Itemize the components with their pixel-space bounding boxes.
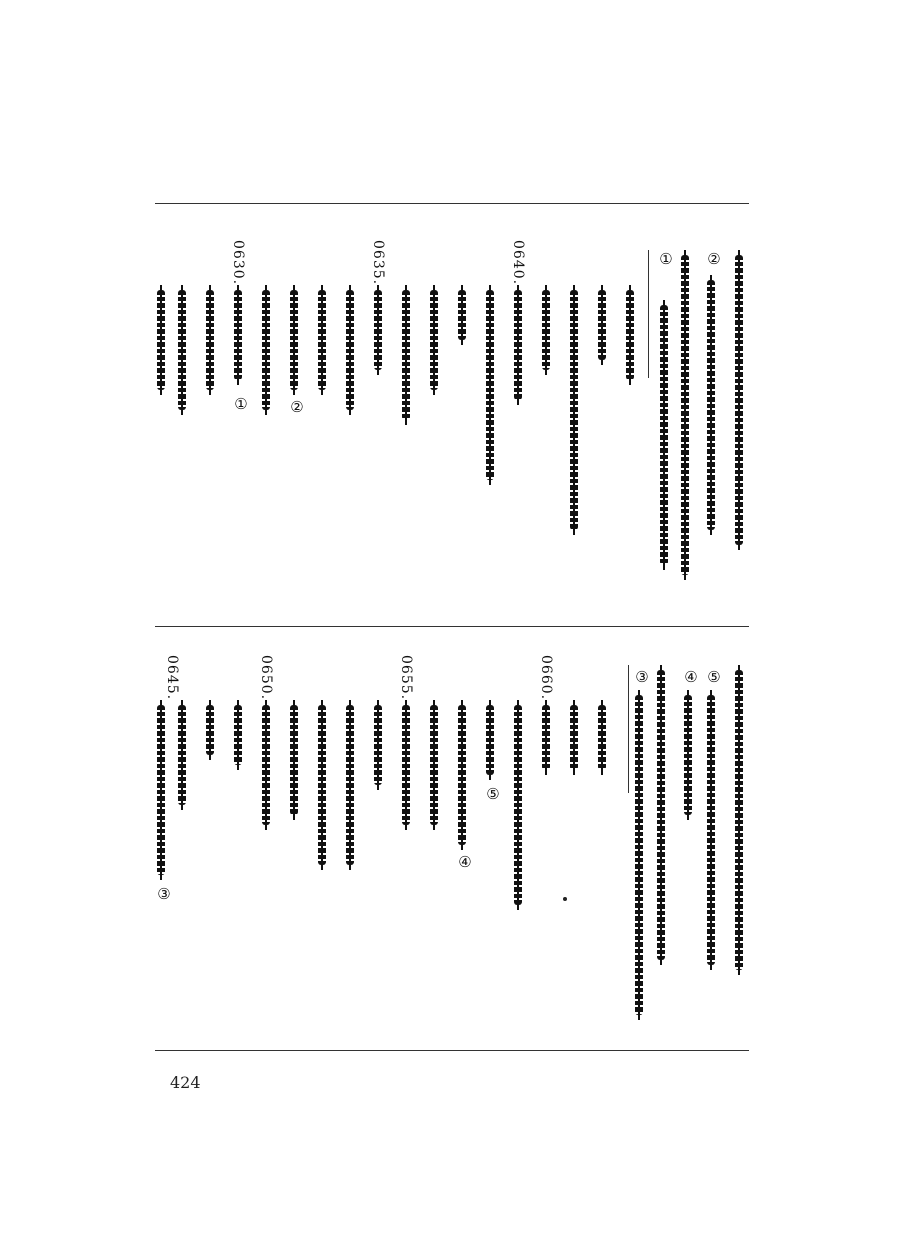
entry-number-0650: 0650. <box>258 655 274 701</box>
entry-number-0655: 0655. <box>398 655 414 701</box>
footnote-mark-5: ⑤ <box>705 668 723 686</box>
entry-number-0645: 0645. <box>164 655 180 701</box>
inline-mark-3: ③ <box>155 885 173 903</box>
inline-mark-5: ⑤ <box>484 785 502 803</box>
entry-number-0660: 0660. <box>538 655 554 701</box>
top-rule <box>155 203 749 204</box>
footnote-mark-3: ③ <box>633 668 651 686</box>
middle-rule <box>155 626 749 627</box>
entry-number-0630: 0630. <box>230 240 246 286</box>
footnote-mark-1: ① <box>657 250 675 268</box>
inline-mark-1: ① <box>232 395 250 413</box>
upper-footnote-separator <box>648 250 649 378</box>
entry-number-0635: 0635. <box>370 240 386 286</box>
entry-number-0640: 0640. <box>510 240 526 286</box>
lower-footnote-separator <box>628 665 629 793</box>
footnote-mark-4: ④ <box>682 668 700 686</box>
page-number: 424 <box>170 1073 201 1092</box>
inline-mark-4: ④ <box>456 853 474 871</box>
stray-mark <box>563 897 567 901</box>
inline-mark-2: ② <box>288 398 306 416</box>
footnote-mark-2: ② <box>705 250 723 268</box>
bottom-rule <box>155 1050 749 1051</box>
